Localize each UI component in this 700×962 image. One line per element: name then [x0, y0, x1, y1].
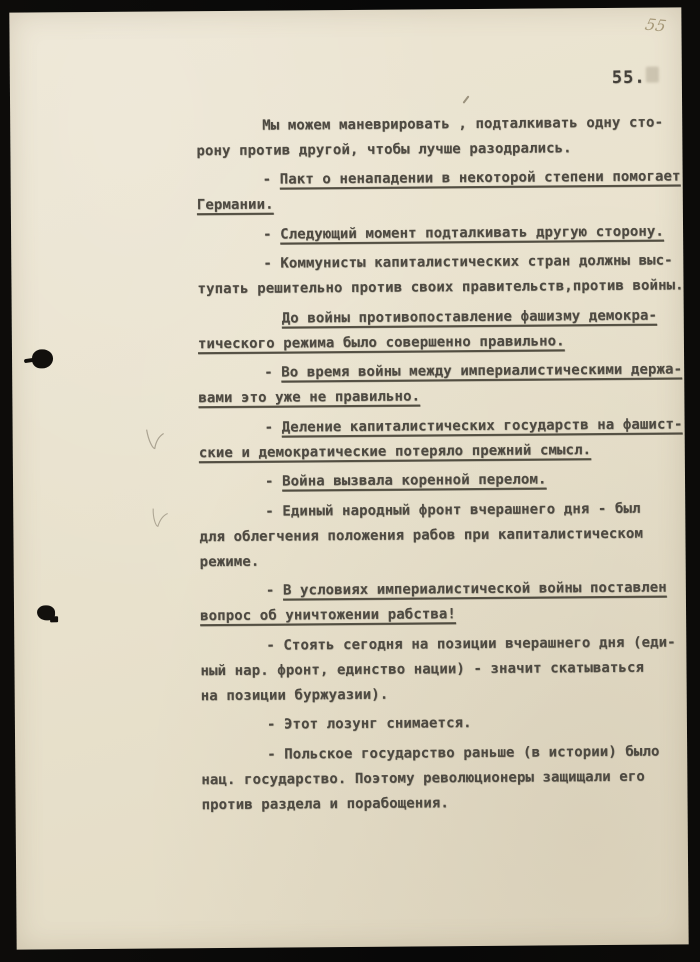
checkmark-stroke	[148, 506, 171, 534]
line-text: на позиции буржуазии).	[200, 686, 389, 704]
checkmark-stroke	[145, 427, 167, 455]
text-line	[199, 412, 691, 441]
line-text: Единый народный фронт вчерашнего дня - был	[282, 500, 641, 520]
line-text: Следующий момент подталкивать другую сторону.	[280, 223, 664, 243]
document-page	[9, 7, 688, 949]
dash-prefix: -	[263, 226, 281, 243]
text-line	[199, 496, 691, 525]
dash-prefix: -	[264, 473, 283, 490]
line-text: Германии.	[196, 196, 274, 214]
line-text: против раздела и порабощения.	[201, 794, 449, 813]
text-line	[198, 328, 690, 357]
handwritten-page-number: 55	[643, 14, 669, 36]
line-text: тического режима было совершенно правильно.	[197, 332, 565, 352]
text-line	[201, 680, 693, 709]
line-text: тупать решительно против своих правительств,против войны.	[197, 277, 684, 298]
text-line	[199, 437, 691, 466]
dash-prefix: -	[265, 503, 283, 520]
text-line	[201, 764, 693, 793]
pencil-checkmark-1	[145, 427, 167, 460]
text-line	[197, 273, 689, 302]
line-text: вами это уже не правильно.	[198, 388, 421, 407]
ink-smudge	[646, 67, 659, 83]
text-line	[197, 189, 689, 218]
dash-prefix: -	[266, 637, 284, 654]
ink-blot-bottom	[37, 605, 55, 620]
text-line	[200, 546, 692, 575]
text-line	[200, 630, 692, 659]
line-text: ские и демократические потеряло прежний смысл.	[198, 441, 592, 461]
dash-prefix: -	[264, 419, 282, 436]
text-line	[197, 219, 689, 248]
typed-page-number: 55.	[611, 67, 646, 88]
text-line	[199, 466, 691, 495]
line-text: для облегчения положения рабов при капиталистическом	[199, 525, 644, 545]
pencil-checkmark-2	[147, 506, 171, 539]
text-line	[197, 164, 689, 193]
line-text: режиме.	[199, 553, 260, 570]
line-text: Война вызвала коренной перелом.	[282, 471, 547, 490]
text-line	[200, 575, 692, 604]
line-text: нац. государство. Поэтому революционеры защищали его	[201, 768, 645, 788]
line-text: Деление капиталистических государств на фашист-	[281, 415, 683, 436]
line-text: Во время войны между империалистическими держа-	[281, 361, 683, 381]
dash-prefix: -	[264, 364, 282, 381]
text-line	[198, 382, 690, 411]
dash-prefix: -	[267, 746, 285, 763]
text-line	[201, 789, 693, 818]
dash-prefix: -	[262, 171, 280, 188]
line-text: вопрос об уничтожении рабства!	[200, 606, 457, 625]
text-line	[196, 135, 688, 164]
text-line	[196, 110, 688, 139]
text-line	[199, 521, 691, 550]
line-text: Стоять сегодня на позиции вчерашнего дня (еди-	[283, 633, 676, 654]
ink-speck	[462, 95, 469, 103]
document-body	[196, 105, 694, 817]
dash-prefix: -	[265, 582, 284, 599]
line-text: Коммунисты капиталистических стран должны выс-	[280, 252, 673, 272]
text-line	[200, 600, 692, 629]
line-text: Этот лозунг снимается.	[283, 715, 472, 733]
line-text: Мы можем маневрировать , подталкивать одну сто-	[262, 114, 664, 134]
line-text: рону против другой, чтобы лучше разодрались.	[196, 139, 572, 159]
dash-prefix: -	[266, 716, 285, 733]
line-text: ный нар. фронт, единство нации) - значит скатываться	[200, 659, 645, 679]
line-text: В условиях империалистической войны поставлен	[282, 579, 667, 599]
text-line	[201, 709, 693, 738]
text-line	[200, 655, 692, 684]
line-text: Пакт о ненападении в некоторой степени помогает	[279, 168, 681, 188]
dash-prefix: -	[263, 255, 281, 272]
text-line	[201, 739, 693, 768]
line-text: Польское государство раньше (в истории) было	[284, 743, 660, 763]
text-line	[198, 303, 690, 332]
line-text: До войны противопоставление фашизму демокра-	[281, 307, 658, 327]
text-line	[198, 357, 690, 386]
ink-blot-top	[32, 349, 53, 368]
text-line	[197, 248, 689, 277]
